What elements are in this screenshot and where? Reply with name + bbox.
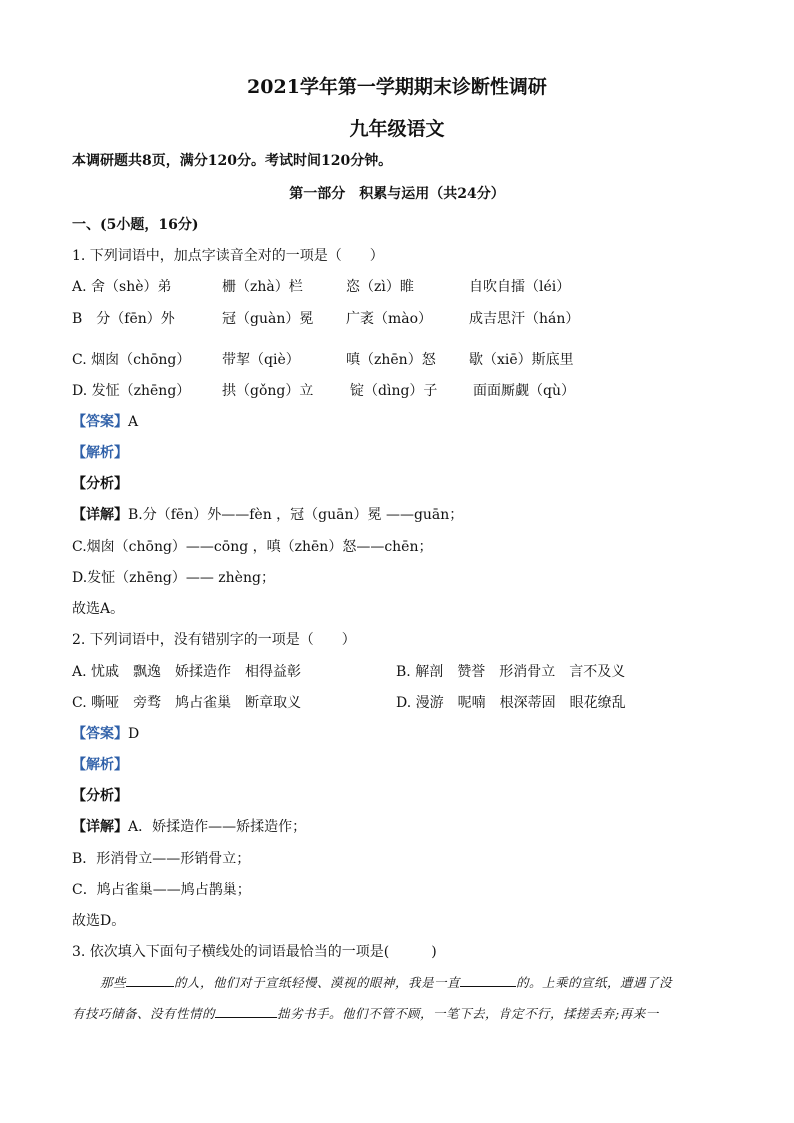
q1-option-d-word1: D. 发怔（zhēng） xyxy=(72,383,191,399)
fill-blank-3[interactable] xyxy=(215,1005,277,1018)
answer-value: D xyxy=(128,726,140,742)
q2-option-a: A. 忧戚 飘逸 娇揉造作 相得益彰 xyxy=(72,664,302,680)
fill-blank-2[interactable] xyxy=(460,974,516,987)
q1-option-a-word1: A. 舍（shè）弟 xyxy=(72,279,172,295)
question-1-stem: 1. 下列词语中，加点字读音全对的一项是（ ） xyxy=(72,248,384,264)
q2-option-d: D. 漫游 呢喃 根深蒂固 眼花缭乱 xyxy=(396,695,626,711)
q2-option-c: C. 嘶哑 旁骛 鸠占雀巢 断章取义 xyxy=(72,695,302,711)
q1-option-a-word3: 恣（zì）睢 xyxy=(346,279,414,295)
q2-detail-line-2: B．形消骨立——形销骨立； xyxy=(72,851,251,867)
q1-option-d-word4: 面面厮觑（qù） xyxy=(473,383,575,399)
answer-value: A xyxy=(128,414,139,430)
q1-detail-line-3: D.发怔（zhēng）—— zhèng； xyxy=(72,570,275,586)
q1-option-c-word1: C. 烟囱（chōng） xyxy=(72,352,191,368)
answer-label: 【答案】 xyxy=(72,726,128,742)
q2-analysis-label: 【解析】 xyxy=(72,757,128,773)
q1-option-b-word3: 广袤（mào） xyxy=(346,311,433,327)
q2-detail-line-1 xyxy=(72,816,306,836)
q1-answer xyxy=(72,411,138,431)
q1-option-c-word4: 歇（xiē）斯底里 xyxy=(469,352,574,368)
q2-detail-line-3: C．鸠占雀巢——鸠占鹊巢； xyxy=(72,882,251,898)
q3-passage-line-2 xyxy=(72,1004,659,1022)
page-title: 2021学年第一学期期末诊断性调研 xyxy=(247,76,547,98)
q2-option-b: B. 解剖 赞誉 形消骨立 言不及义 xyxy=(396,664,626,680)
q1-option-b-word2: 冠（guàn）冕 xyxy=(222,311,314,327)
q1-option-c-word2: 带挈（qiè） xyxy=(222,352,300,368)
passage-text: 拙劣书手。他们不管不顾，一笔下去，肯定不行，揉搓丢弃;再来一 xyxy=(277,1006,659,1021)
q3-passage-line-1 xyxy=(100,973,672,991)
detail-label: 【详解】 xyxy=(72,507,128,523)
passage-text: 的人，他们对于宣纸轻慢、漠视的眼神，我是一直 xyxy=(174,975,461,990)
q1-detail-line-1 xyxy=(72,504,463,524)
page-subtitle: 九年级语文 xyxy=(349,118,445,140)
q1-option-c-word3: 嗔（zhēn）怒 xyxy=(346,352,436,368)
q2-fenxi-label: 【分析】 xyxy=(72,788,128,804)
q1-conclusion: 故选A。 xyxy=(72,601,125,617)
fill-blank-1[interactable] xyxy=(126,974,174,987)
q2-conclusion: 故选D。 xyxy=(72,913,126,929)
detail-text: A．娇揉造作——矫揉造作； xyxy=(128,819,307,835)
q1-option-b-word4: 成吉思汗（hán） xyxy=(469,311,580,327)
q1-option-a-word4: 自吹自擂（léi） xyxy=(469,279,571,295)
q1-option-b-word1: B 分（fēn）外 xyxy=(72,311,175,327)
q2-answer xyxy=(72,723,139,743)
exam-intro: 本调研题共8页，满分120分。考试时间120分钟。 xyxy=(72,153,393,169)
passage-text: 有技巧储备、没有性情的 xyxy=(72,1006,216,1021)
answer-label: 【答案】 xyxy=(72,414,128,430)
part-heading: 第一部分 积累与运用（共24分） xyxy=(289,186,505,202)
section-heading: 一、(5小题，16分) xyxy=(72,217,199,233)
question-3-stem: 3. 依次填入下面句子横线处的词语最恰当的一项是( ) xyxy=(72,944,437,960)
q1-detail-line-2: C.烟囱（chōng）——cōng ，嗔（zhēn）怒——chēn； xyxy=(72,539,433,555)
q1-option-d-word2: 拱（gǒng）立 xyxy=(222,383,314,399)
q1-option-a-word2: 栅（zhà）栏 xyxy=(222,279,303,295)
passage-text: 的。上乘的宣纸，遭遇了没 xyxy=(516,975,673,990)
q1-fenxi-label: 【分析】 xyxy=(72,476,128,492)
detail-label: 【详解】 xyxy=(72,819,128,835)
question-2-stem: 2. 下列词语中，没有错别字的一项是（ ） xyxy=(72,632,356,648)
detail-text: B.分（fēn）外——fèn ，冠（guān）冕 ——guān； xyxy=(128,507,464,523)
q1-analysis-label: 【解析】 xyxy=(72,445,128,461)
q1-option-d-word3: 锭（dìng）子 xyxy=(350,383,438,399)
passage-text: 那些 xyxy=(100,975,127,990)
